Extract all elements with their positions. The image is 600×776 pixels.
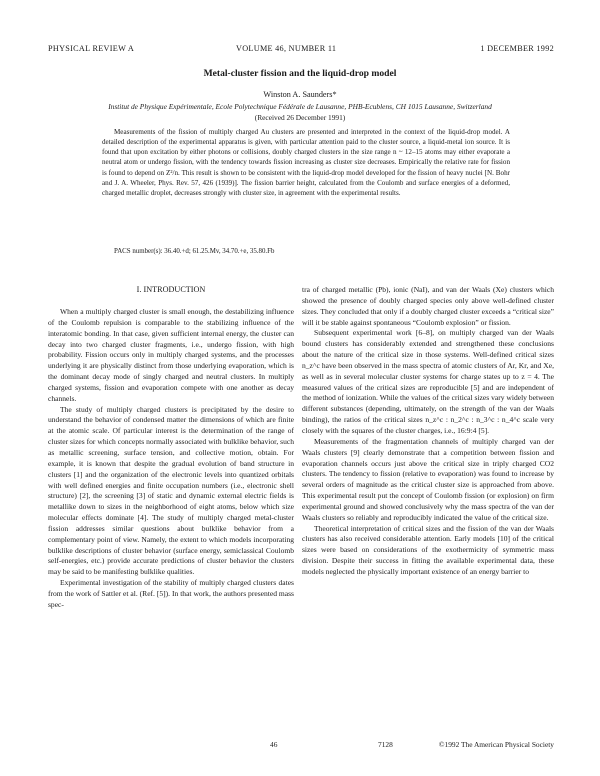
abstract	[102, 127, 510, 198]
copyright-notice: ©1992 The American Physical Society	[438, 740, 554, 749]
paragraph: Measurements of the fragmentation channels of multiply charged van der Waals clusters [9] clearly demonstrate that a competition between fission and evaporation channels occurs just above the critical size in triply charged CO2 clusters. The tendency to fission (relative to evaporation) was found to increase by several orders of magnitude as the critical cluster size is approached from above. This experimental result put the concept of Coulomb fission (or explosion) on firm experimental ground and showed conclusively why the mass spectra of the van der Waals clusters so reliably and reproducibly indicated the value of the critical size.	[302, 436, 554, 522]
article-title: Metal-cluster fission and the liquid-drop model	[203, 68, 397, 79]
journal-name: PHYSICAL REVIEW A	[48, 44, 135, 53]
author-line: Winston A. Saunders*	[263, 90, 337, 99]
manuscript-code: 7128	[378, 740, 393, 749]
abstract-text: Measurements of the fission of multiply charged Au clusters are presented and interpreted in the context of the liquid-drop model. A detailed description of the experimental apparatus is given, with particular attention paid to the cluster source, a liquid-metal ion source. It is found that upon excitation by either photons or collisions, doubly charged clusters in the size range n ~ 12–15 atoms may either evaporate a neutral atom or undergo fission, with the tendency towards fission increasing as cluster size decreases. Empirically the relative rate for fission is found to depend on Z²/n. This result is shown to be consistent with the liquid-drop model developed for the fission of heavy nuclei [N. Bohr and J. A. Wheeler, Phys. Rev. 57, 426 (1939)]. The fission barrier height, calculated from the Coulomb and surface energies of a deformed, charged metallic droplet, decreases strongly with cluster size, in agreement with the experimental results.	[102, 128, 510, 197]
paragraph: When a multiply charged cluster is small enough, the destabilizing influence of the Coulomb repulsion is comparable to the stabilizing influence of the interatomic bonding. In that case, given sufficient internal energy, the cluster can decay into two charged cluster fragments, i.e., undergo fission, with high probability. Fission occurs only in multiply charged systems, and the processes underlying it are physically distinct from those underlying evaporation, which is the dominant decay mode of singly charged and neutral clusters. In multiply charged systems, fission and evaporation compete with one another as decay channels.	[48, 307, 294, 403]
paragraph: Theoretical interpretation of critical sizes and the fission of the van der Waals clusters has also received considerable attention. Early models [10] of the critical sizes were based on considerations of the exothermicity of symmetric mass division. Despite their success in fitting the available experimental data, these models neglected the physically important existence of an energy barrier to	[302, 523, 554, 576]
section-heading: I. INTRODUCTION	[136, 285, 206, 294]
paragraph: Experimental investigation of the stability of multiply charged clusters dates from the work of Sattler et al. (Ref. [5]). In that work, the authors presented mass spec-	[48, 578, 294, 609]
paragraph: The study of multiply charged clusters is precipitated by the desire to understand the behavior of condensed matter the dimensions of which are finite at the atomic scale. Of particular interest is the determination of the range of cluster sizes for which concepts normally associated with bulklike behavior, such as metallic screening, surface tension, and collective motion, obtain. For example, it is known that despite the gradual evolution of band structure in clusters [1] and the organization of the electronic levels into quantized orbitals with well defined energies and finite occupation numbers (i.e., electronic shell structure) [2], the screening [3] of static and dynamic external electric fields is metallike down to sizes in the neighborhood of eight atoms, below which size molecular effects dominate [4]. The study of multiply charged metal-cluster fission addresses similar questions about bulklike behavior from a complementary point of view. Namely, the extent to which models incorporating bulklike descriptions of cluster behavior (surface energy, semiclassical Coulomb self-energies, etc.) provide accurate predictions of cluster behavior the clusters may be said to be manifesting bulklike qualities.	[48, 404, 294, 577]
received-date: (Received 26 December 1991)	[254, 113, 346, 122]
pacs-numbers: PACS number(s): 36.40.+d; 61.25.Mv, 34.70.+e, 35.80.Fb	[114, 248, 275, 255]
paragraph: Subsequent experimental work [6–8], on multiply charged van der Waals bound clusters has considerably extended and strengthened these conclusions about the nature of the critical size in those systems. Well-defined critical sizes n_z^c have been observed in the mass spectra of atomic clusters of Ar, Kr, and Xe, as well as in several molecular cluster systems for charge states up to z = 4. The measured values of the critical sizes are reproducible [5] and are independent of the method of ionization. While the values of the critical sizes vary widely between different substances (depending, ultimately, on the strength of the van der Waals binding), the ratios of the critical sizes n_z^c : n_2^c : n_3^c : n_4^c scale very closely with the squares of the cluster charges, i.e., 16:9:4 [5].	[302, 328, 554, 435]
issue-date: 1 DECEMBER 1992	[480, 44, 554, 53]
page-footer	[48, 740, 554, 752]
right-column	[302, 285, 554, 578]
affiliation: Institut de Physique Expérimentale, Ecole Polytechnique Fédérale de Lausanne, PHB-Ecublens, CH 1015 Lausanne, Switzerland	[108, 102, 492, 111]
paragraph-continued: tra of charged metallic (Pb), ionic (NaI), and van der Waals (Xe) clusters which showed the presence of doubly charged species only above well-defined cluster sizes. They concluded that only if a doubly charged cluster exceeds a “critical size” will it be stable against spontaneous “Coulomb explosion” or fission.	[302, 285, 554, 327]
page-number: 46	[270, 740, 278, 749]
running-head	[48, 44, 554, 56]
volume-number: VOLUME 46, NUMBER 11	[236, 44, 337, 53]
left-column	[48, 307, 294, 611]
